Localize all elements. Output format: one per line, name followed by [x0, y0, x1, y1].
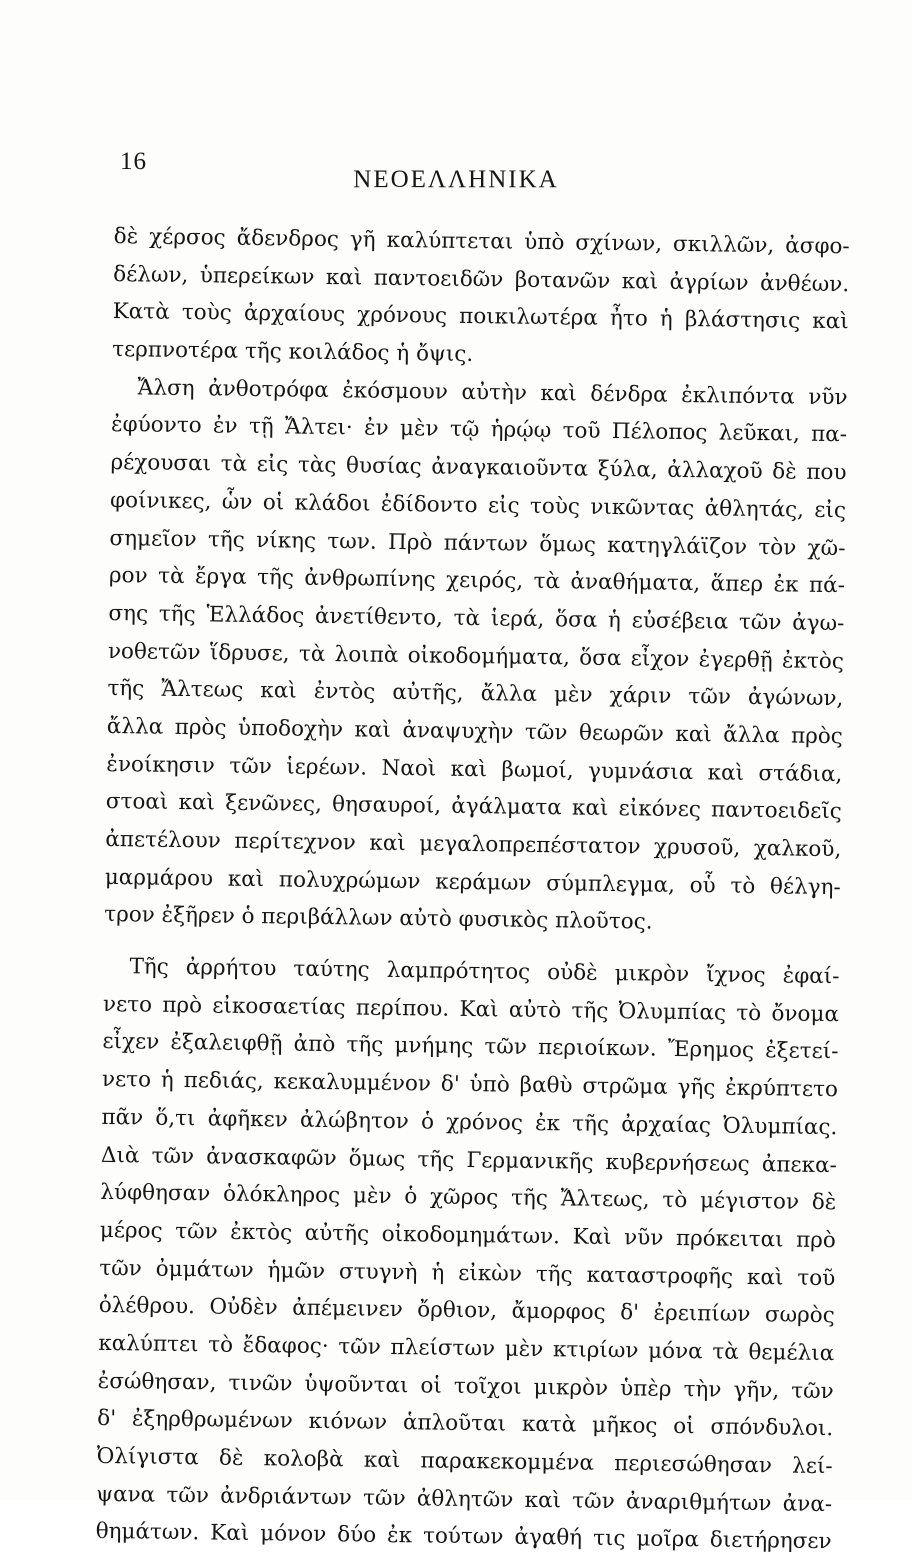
body-text	[95, 218, 850, 1561]
text-line: λύφθησαν ὁλόκληρος μὲν ὁ χῶρος τῆς Ἄλτεως, τὸ μέγιστον δὲ	[100, 1180, 837, 1216]
text-line: ὀλέθρου. Οὐδὲν ἀπέμεινεν ὄρθιον, ἄμορφος δ' ἐρειπίων σωρὸς	[98, 1293, 835, 1329]
text-line: Κατὰ τοὺς ἀρχαίους χρόνους ποικιλωτέρα ἦτο ἡ βλάστησις καὶ	[112, 299, 849, 335]
text-line: εἶχεν ἐξαλειφθῇ ἀπὸ τῆς μνήμης τῶν περιοίκων. Ἔρημος ἐξετεί-	[102, 1029, 839, 1065]
text-line: Διὰ τῶν ἀνασκαφῶν ὅμως τῆς Γερμανικῆς κυβερνήσεως ἀπεκα-	[100, 1142, 838, 1178]
text-line: νετο πρὸ εἰκοσαετίας περίπου. Καὶ αὐτὸ τῆς Ὀλυμπίας τὸ ὄνομα	[102, 991, 840, 1027]
text-line: ἐφύοντο ἐν τῇ Ἄλτει· ἐν μὲν τῷ ἡρῴῳ τοῦ Πέλοπος λεῦκαι, πα-	[110, 412, 848, 448]
text-line: δ' ἐξηρθρωμένων κιόνων ἁπλοῦται κατὰ μῆκος οἱ σπόνδυλοι.	[97, 1406, 834, 1442]
text-line: τῶν ὀμμάτων ἡμῶν στυγνὴ ἡ εἰκὼν τῆς καταστροφῆς καὶ τοῦ	[99, 1255, 836, 1291]
text-line: ἀπετέλουν περίτεχνον καὶ μεγαλοπρεπέστατον χρυσοῦ, χαλκοῦ,	[105, 826, 842, 863]
paragraph-2	[104, 369, 848, 945]
text-line: τρον ἐξῆρεν ὁ περιβάλλων αὐτὸ φυσικὸς πλοῦτος.	[104, 902, 653, 935]
paragraph-1	[112, 218, 850, 379]
text-line: νοθετῶν ἵδρυσε, τὰ λοιπὰ οἰκοδομήματα, ὅσα εἶχον ἐγερθῇ ἐκτὸς	[107, 638, 845, 674]
text-line: θημάτων. Καὶ μόνον δύο ἐκ τούτων ἀγαθή τις μοῖρα διετήρησεν	[95, 1519, 832, 1555]
text-line: ἐνοίκησιν τῶν ἱερέων. Ναοὶ καὶ βωμοί, γυμνάσια καὶ στάδια,	[106, 751, 843, 787]
text-line: φοίνικες, ὧν οἱ κλάδοι ἐδίδοντο εἰς τοὺς νικῶντας ἀθλητάς, εἰς	[109, 487, 847, 524]
text-line: μαρμάρου καὶ πολυχρώμων κεράμων σύμπλεγμα, οὗ τὸ θέλγη-	[104, 864, 841, 900]
text-line: ἐσώθησαν, τινῶν ὑψοῦνται οἱ τοῖχοι μικρὸν ὑπὲρ τὴν γῆν, τῶν	[97, 1368, 834, 1404]
text-line: ψανα τῶν ἀνδριάντων τῶν ἀθλητῶν καὶ τῶν ἀναριθμήτων ἀνα-	[96, 1481, 833, 1517]
text-line: στοαὶ καὶ ξενῶνες, θησαυροί, ἀγάλματα καὶ εἰκόνες παντοειδεῖς	[105, 789, 842, 825]
text-line: πᾶν ὅ,τι ἀφῆκεν ἀλώβητον ὁ χρόνος ἐκ τῆς ἀρχαίας Ὀλυμπίας.	[101, 1104, 838, 1140]
text-line: δὲ χέρσος ἄδενδρος γῆ καλύπτεται ὑπὸ σχίνων, σκιλλῶν, ἀσφο-	[113, 223, 850, 260]
text-line: Τῆς ἀρρήτου ταύτης λαμπρότητος οὐδὲ μικρὸν ἴχνος ἐφαί-	[129, 954, 840, 990]
text-line: ρον τὰ ἔργα τῆς ἀνθρωπίνης χειρός, τὰ ἀναθήματα, ἅπερ ἐκ πά-	[108, 563, 846, 599]
text-line: ἄλλα πρὸς ὑποδοχὴν καὶ ἀναψυχὴν τῶν θεωρῶν καὶ ἄλλα πρὸς	[106, 713, 844, 750]
text-line: τῆς Ἄλτεως καὶ ἐντὸς αὐτῆς, ἄλλα μὲν χάριν τῶν ἀγώνων,	[107, 676, 844, 712]
page-number: 16	[120, 148, 147, 175]
paragraph-3	[95, 948, 839, 1561]
text-line: Ἄλση ἀνθοτρόφα ἐκόσμουν αὐτὴν καὶ δένδρα ἐκλιπόντα νῦν	[137, 375, 848, 411]
text-line: μέρος τῶν ἐκτὸς αὐτῆς οἰκοδομημάτων. Καὶ νῦν πρόκειται πρὸ	[99, 1217, 836, 1254]
text-line: σημεῖον τῆς νίκης των. Πρὸ πάντων ὅμως κατηγλάϊζον τὸν χῶ-	[109, 525, 846, 561]
text-line: ρέχουσαι τὰ εἰς τὰς θυσίας ἀναγκαιοῦντα ξύλα, ἀλλαχοῦ δὲ που	[110, 450, 847, 486]
text-line: σης τῆς Ἑλλάδος ἀνετίθεντο, τὰ ἱερά, ὅσα ἡ εὐσέβεια τῶν ἀγω-	[108, 600, 845, 637]
text-line: δέλων, ὑπερείκων καὶ παντοειδῶν βοτανῶν καὶ ἀγρίων ἀνθέων.	[113, 261, 850, 297]
text-line: Ὀλίγιστα δὲ κολοβὰ καὶ παρακεκομμένα περιεσώθησαν λεί-	[96, 1443, 833, 1480]
text-line: τερπνοτέρα τῆς κοιλάδος ἡ ὄψις.	[111, 337, 474, 368]
text-line: καλύπτει τὸ ἔδαφος· τῶν πλείστων μὲν κτιρίων μόνα τὰ θεμέλια	[98, 1330, 835, 1367]
text-line: νετο ἡ πεδιάς, κεκαλυμμένον δ' ὑπὸ βαθὺ στρῶμα γῆς ἐκρύπτετο	[101, 1067, 839, 1103]
running-head: ΝΕΟΕΛΛΗΝΙΚΑ	[353, 166, 559, 193]
